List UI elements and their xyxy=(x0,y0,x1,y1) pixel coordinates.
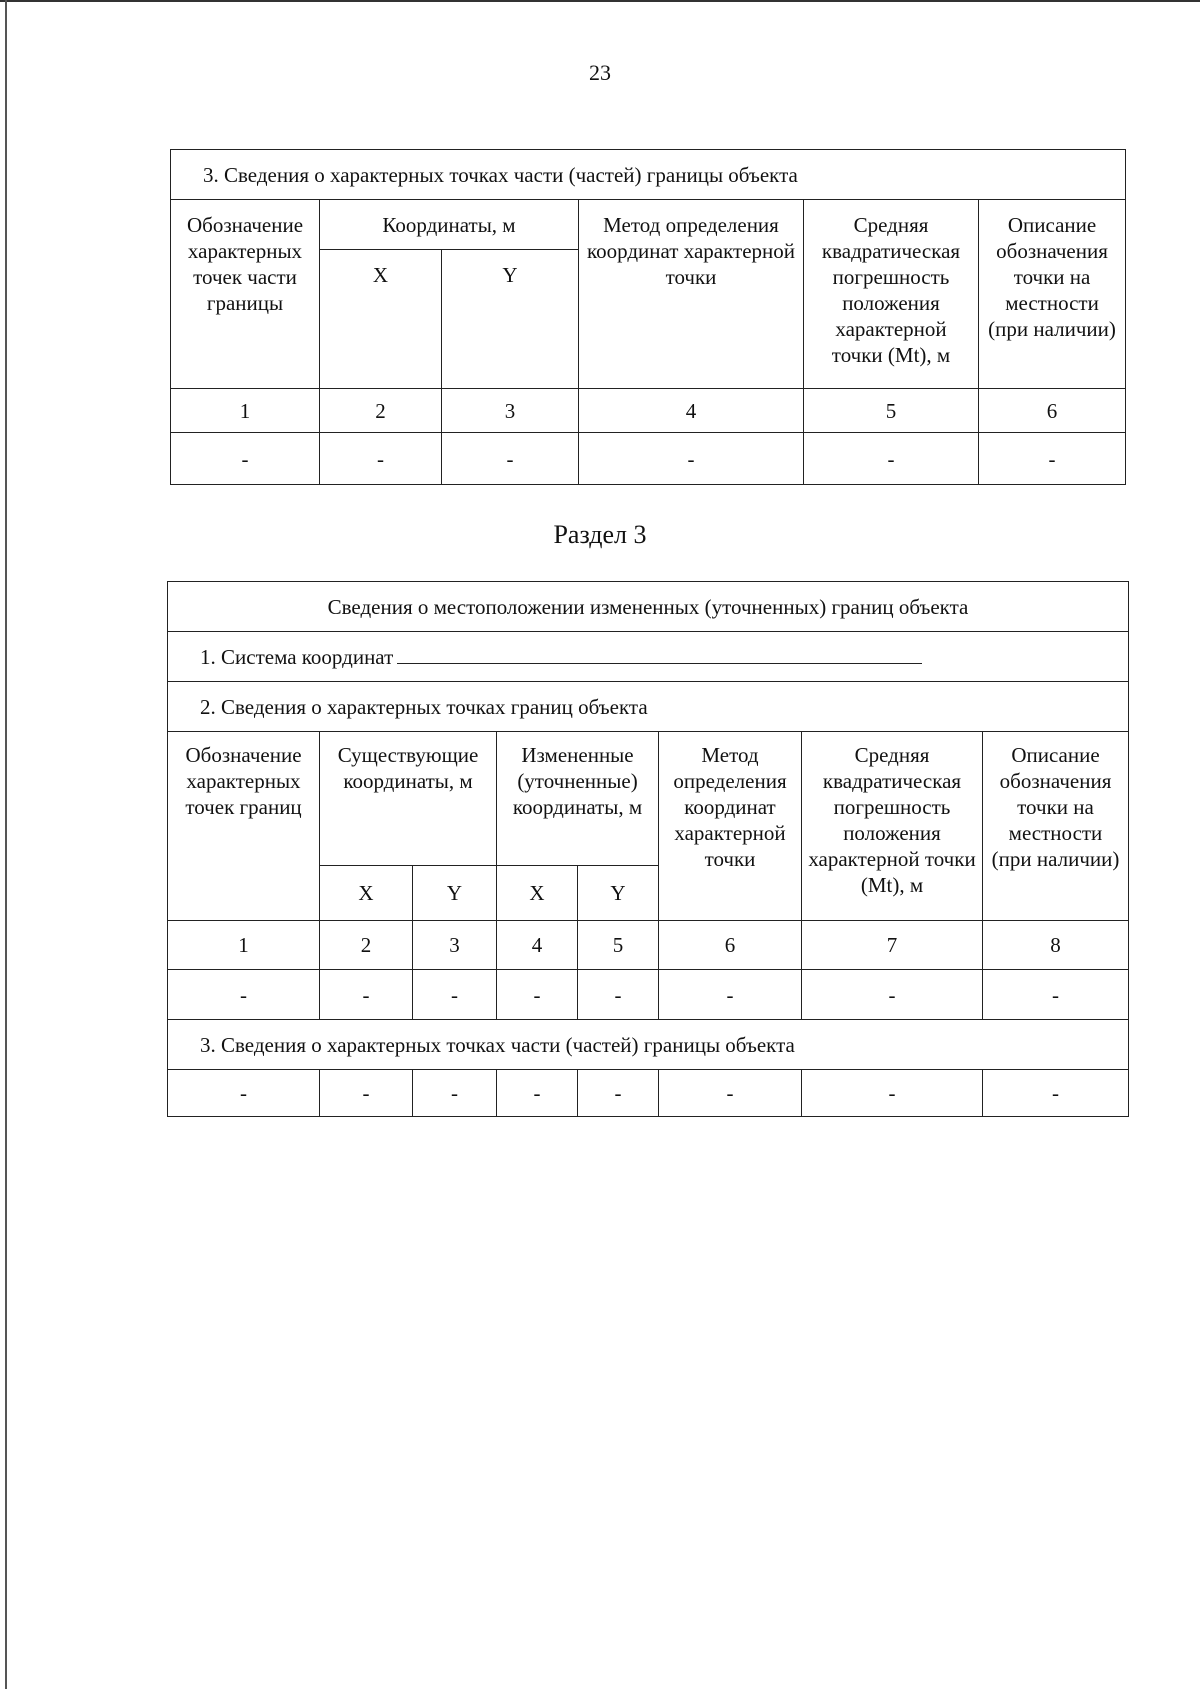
column-number: 5 xyxy=(578,921,659,970)
table-cell: - xyxy=(983,1070,1129,1117)
table-cell: - xyxy=(804,433,979,485)
column-number: 3 xyxy=(442,389,579,433)
coord-system-label: 1. Система координат xyxy=(200,644,394,669)
column-number: 6 xyxy=(979,389,1126,433)
column-number: 4 xyxy=(497,921,578,970)
table-cell: - xyxy=(659,1070,802,1117)
parts-points-table xyxy=(170,149,1126,485)
table-cell: - xyxy=(168,1070,320,1117)
header-x: X xyxy=(320,250,442,389)
header-y: Y xyxy=(578,866,659,921)
header-y: Y xyxy=(413,866,497,921)
table-cell: - xyxy=(579,433,804,485)
table-cell: - xyxy=(442,433,579,485)
table-cell: - xyxy=(413,970,497,1020)
column-number: 1 xyxy=(171,389,320,433)
header-y: Y xyxy=(442,250,579,389)
table-cell: - xyxy=(802,970,983,1020)
column-number: 2 xyxy=(320,389,442,433)
table-cell: - xyxy=(802,1070,983,1117)
header-error: Средняя квадратическая погрешность положения характерной точки (Mt), м xyxy=(804,200,979,389)
header-description: Описание обозначения точки на местности (при наличии) xyxy=(983,732,1129,921)
header-method: Метод определения координат характерной точки xyxy=(579,200,804,389)
header-changed-coords: Измененные (уточненные) координаты, м xyxy=(497,732,659,866)
table-cell: - xyxy=(413,1070,497,1117)
header-coords: Координаты, м xyxy=(320,200,579,250)
table-cell: - xyxy=(320,970,413,1020)
table-cell: - xyxy=(171,433,320,485)
header-description: Описание обозначения точки на местности (при наличии) xyxy=(979,200,1126,389)
column-number: 1 xyxy=(168,921,320,970)
changed-boundaries-table xyxy=(167,581,1129,1117)
page-number: 23 xyxy=(589,60,611,85)
header-designation: Обозначение характерных точек границ xyxy=(168,732,320,921)
table-cell: - xyxy=(578,970,659,1020)
column-number: 3 xyxy=(413,921,497,970)
header-designation: Обозначение характерных точек части границы xyxy=(171,200,320,389)
column-number: 8 xyxy=(983,921,1129,970)
column-number: 7 xyxy=(802,921,983,970)
column-number: 4 xyxy=(579,389,804,433)
column-number: 6 xyxy=(659,921,802,970)
table-cell: - xyxy=(983,970,1129,1020)
header-existing-coords: Существующие координаты, м xyxy=(320,732,497,866)
table-cell: - xyxy=(578,1070,659,1117)
coord-system-row xyxy=(168,632,1129,682)
header-method: Метод определения координат характерной точки xyxy=(659,732,802,921)
coord-system-blank xyxy=(397,645,922,664)
table-cell: - xyxy=(168,970,320,1020)
subsection2-title: 2. Сведения о характерных точках границ объекта xyxy=(168,682,1129,732)
table-cell: - xyxy=(320,1070,413,1117)
column-number: 2 xyxy=(320,921,413,970)
subsection3-title: 3. Сведения о характерных точках части (частей) границы объекта xyxy=(168,1020,1129,1070)
section-title: Раздел 3 xyxy=(553,520,647,549)
table-cell: - xyxy=(659,970,802,1020)
scan-edge-left xyxy=(5,0,7,1689)
table-cell: - xyxy=(320,433,442,485)
header-x: X xyxy=(497,866,578,921)
table2-title: Сведения о местоположении измененных (уточненных) границ объекта xyxy=(168,582,1129,632)
table-cell: - xyxy=(497,1070,578,1117)
header-error: Средняя квадратическая погрешность положения характерной точки (Mt), м xyxy=(802,732,983,921)
table1-title: 3. Сведения о характерных точках части (частей) границы объекта xyxy=(171,150,1126,200)
scan-edge-top xyxy=(0,0,1200,2)
table-cell: - xyxy=(497,970,578,1020)
header-x: X xyxy=(320,866,413,921)
table-cell: - xyxy=(979,433,1126,485)
column-number: 5 xyxy=(804,389,979,433)
